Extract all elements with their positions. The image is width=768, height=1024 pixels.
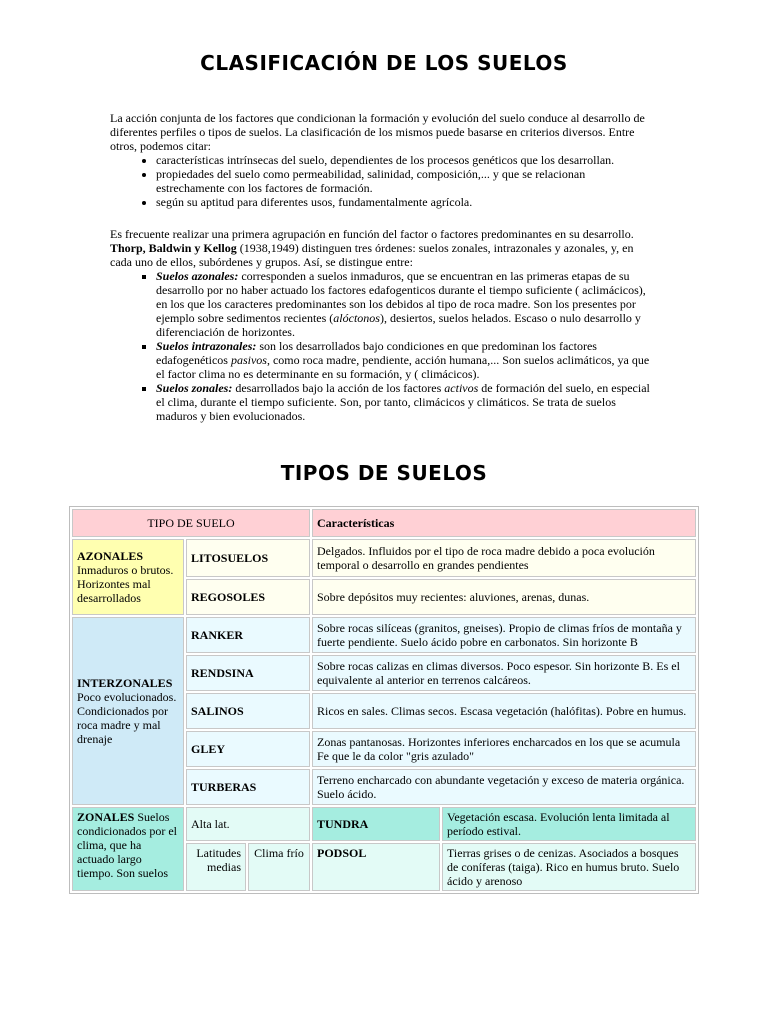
soil-desc: Sobre depósitos muy recientes: aluviones, arenas, dunas. <box>312 579 696 615</box>
section-title: TIPOS DE SUELOS <box>280 461 488 485</box>
term: Suelos azonales: <box>156 269 239 283</box>
soil-name: RANKER <box>186 617 310 653</box>
term: Suelos intrazonales: <box>156 339 257 353</box>
soil-desc: Sobre rocas silíceas (granitos, gneises). Propio de climas fríos de montaña y fuerte pendiente. Suelo ácido pobre en carbonatos. Sin horizonte B <box>312 617 696 653</box>
soil-desc: Ricos en sales. Climas secos. Escasa vegetación (halófitas). Pobre en humus. <box>312 693 696 729</box>
page-title: CLASIFICACIÓN DE LOS SUELOS <box>200 51 568 75</box>
soil-desc: Delgados. Influidos por el tipo de roca madre debido a poca evolución temporal o desarrollo en grandes pendientes <box>312 539 696 577</box>
soil-desc: Zonas pantanosas. Horizontes inferiores encharcados en los que se acumula Fe que le da color "gris azulado" <box>312 731 696 767</box>
soil-name: REGOSOLES <box>186 579 310 615</box>
text-span: Es frecuente realizar una primera agrupación en función del factor o factores predominantes en su desarrollo. <box>110 227 634 241</box>
latitude-cell: Alta lat. <box>186 807 310 841</box>
criteria-list <box>110 153 655 209</box>
group-desc: Suelos condicionados por el clima, que ha actuado largo tiempo. Son suelos <box>77 810 177 880</box>
text-span: , como roca madre, pendiente, acción humana,... Son suelos aclimáticos, ya que el factor clima no es determinante en su formación, y ( climácicos). <box>156 353 650 381</box>
group-cell-interzonales <box>72 617 184 805</box>
group-desc: Poco evolucionados. Condicionados por roca madre y mal drenaje <box>77 690 177 746</box>
orders-text <box>110 227 655 269</box>
table-row <box>72 807 696 841</box>
table-row <box>72 617 696 653</box>
text-span: desarrollados bajo la acción de los factores <box>232 381 445 395</box>
intro-section <box>110 111 655 209</box>
soil-name: TUNDRA <box>312 807 440 841</box>
list-item: • según su aptitud para diferentes usos, fundamentalmente agrícola. <box>156 195 655 209</box>
soil-name: RENDSINA <box>186 655 310 691</box>
latitude-cell: Latitudes medias <box>186 843 246 891</box>
group-label: ZONALES <box>77 810 135 824</box>
list-item: • características intrínsecas del suelo, dependientes de los procesos genéticos que los desarrollan. <box>156 153 655 167</box>
group-cell-azonales <box>72 539 184 615</box>
orders-section <box>110 227 655 423</box>
group-label: INTERZONALES <box>77 676 173 690</box>
emphasis: alóctonos <box>333 311 380 325</box>
climate-cell: Clima frío <box>248 843 310 891</box>
soil-desc: Sobre rocas calizas en climas diversos. Poco espesor. Sin horizonte B. Es el equivalente al anterior en terrenos calcáreos. <box>312 655 696 691</box>
emphasis: pasivos <box>230 353 267 367</box>
soil-name: TURBERAS <box>186 769 310 805</box>
soil-name: PODSOL <box>312 843 440 891</box>
soil-name: GLEY <box>186 731 310 767</box>
text-span: son los desarrollados bajo condiciones en que predominan los factores edafogenéticos <box>156 339 597 367</box>
authors: Thorp, Baldwin y Kellog <box>110 241 237 255</box>
soil-desc: Vegetación escasa. Evolución lenta limitada al período estival. <box>442 807 696 841</box>
group-label: AZONALES <box>77 549 144 563</box>
emphasis: activos <box>444 381 479 395</box>
soil-desc: Tierras grises o de cenizas. Asociados a bosques de coníferas (taiga). Rico en humus bruto. Suelo ácido y arenoso <box>442 843 696 891</box>
header-cell: TIPO DE SUELO <box>72 509 310 537</box>
group-desc: Inmaduros o brutos. Horizontes mal desarrollados <box>77 563 174 605</box>
soil-name: SALINOS <box>186 693 310 729</box>
group-cell-zonales <box>72 807 184 891</box>
intro-text: La acción conjunta de los factores que condicionan la formación y evolución del suelo conduce al desarrollo de diferentes perfiles o tipos de suelos. La clasificación de los mismos puede basarse en criterios diversos. Entre otros, podemos citar: <box>110 111 645 153</box>
text-span: de formación del suelo, en especial el clima, durante el tiempo suficiente. Son, por tanto, climácicos y climáticos. Se trata de suelos maduros y bien evolucionados. <box>156 381 650 423</box>
orders-list <box>110 269 655 423</box>
table-header-row <box>72 509 696 537</box>
soil-desc: Terreno encharcado con abundante vegetación y exceso de materia orgánica. Suelo ácido. <box>312 769 696 805</box>
text-span: (1938,1949) distinguen tres órdenes: suelos zonales, intrazonales y azonales, y, en cada uno de ellos, subórdenes y grupos. Así, se distingue entre: <box>110 241 634 269</box>
list-item <box>156 381 655 423</box>
list-item <box>156 339 655 381</box>
header-cell: Características <box>312 509 696 537</box>
soil-name: LITOSUELOS <box>186 539 310 577</box>
list-item: • propiedades del suelo como permeabilidad, salinidad, composición,... y que se relacionan estrechamente con los factores de formación. <box>156 167 655 195</box>
text-span: corresponden a suelos inmaduros, que se encuentran en las primeras etapas de su desarrollo por no haber actuado los factores edafogenticos durante el tiempo suficiente ( aclimácicos), en los que los caracteres predominantes son los debidos al tipo de roca madre. Son los presentes por ejemplo sobre sedimentos recientes ( <box>156 269 646 325</box>
soil-types-table <box>69 506 699 894</box>
term: Suelos zonales: <box>156 381 233 395</box>
text-span: ), desiertos, suelos helados. Escaso o nulo desarrollo y diferenciación de horizontes. <box>156 311 641 339</box>
table-row <box>72 539 696 577</box>
list-item <box>156 269 655 339</box>
